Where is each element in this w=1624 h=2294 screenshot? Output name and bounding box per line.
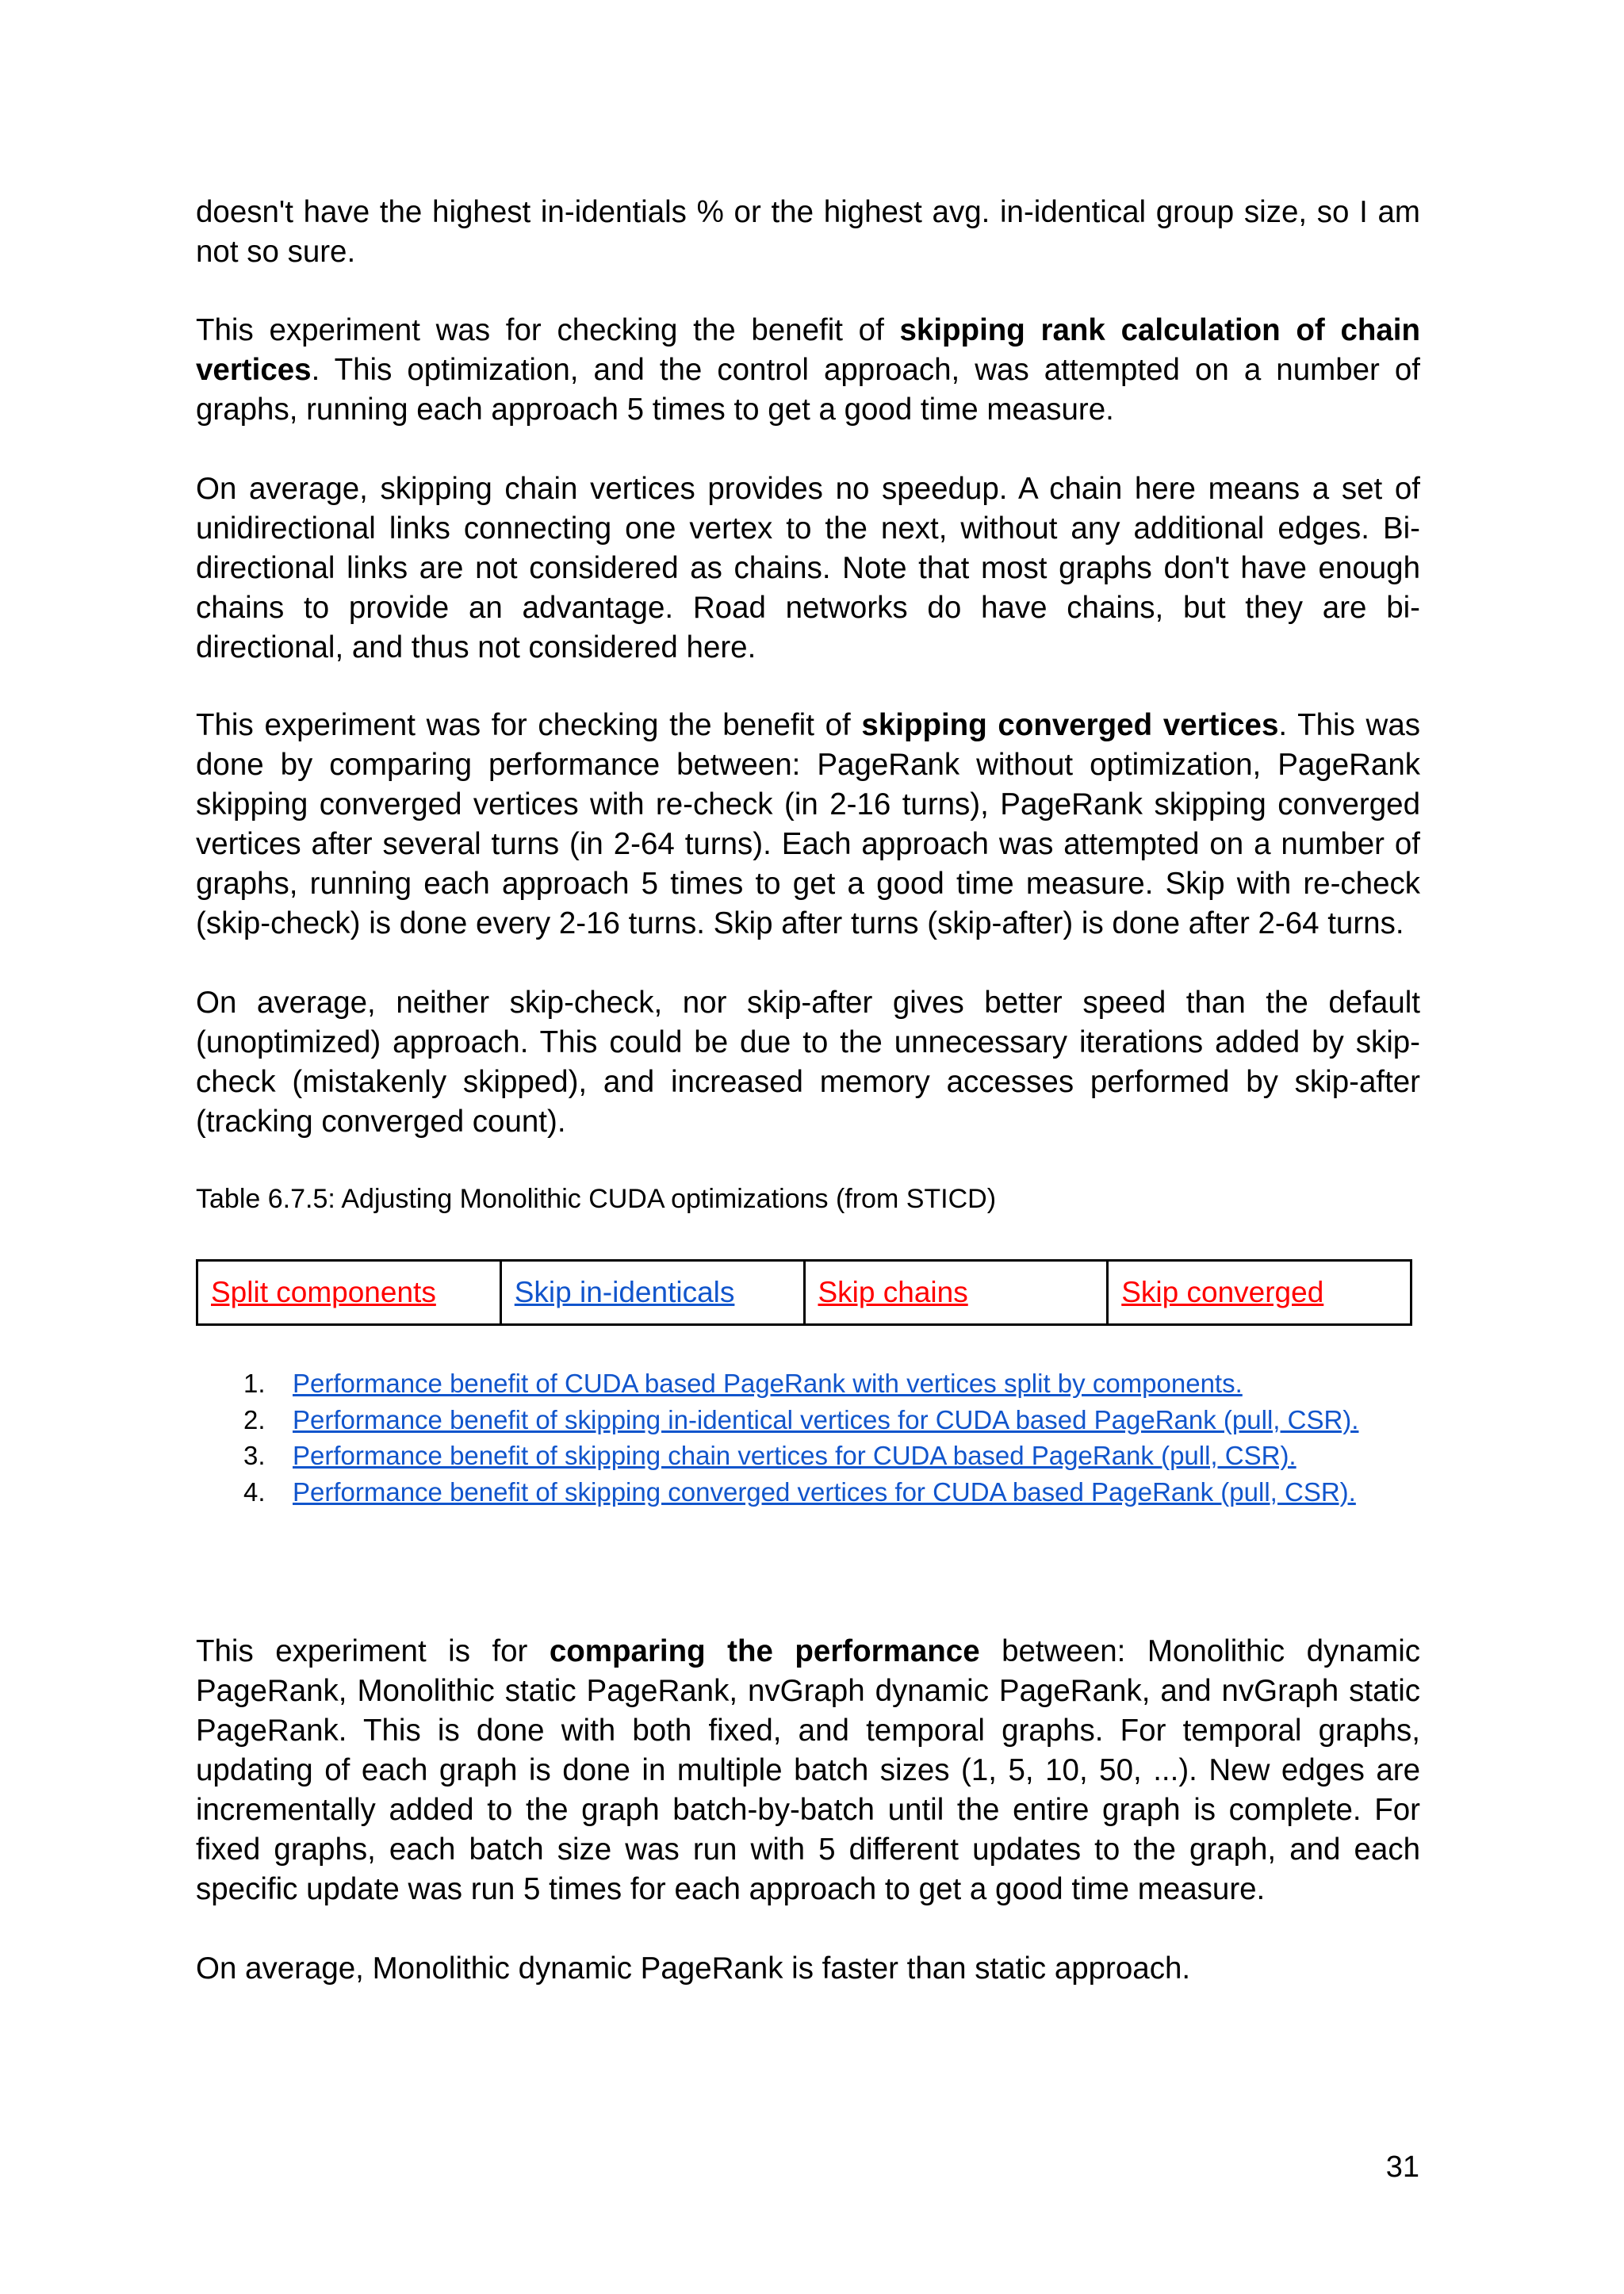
optimizations-table [196,1259,1412,1326]
bold-text: skipping rank calculation of chain vertices [196,313,1421,387]
split-components-link[interactable]: Split components [211,1276,436,1308]
list-item [243,1474,1358,1511]
paragraph-performance-result: On average, Monolithic dynamic PageRank is faster than static approach. [196,1951,1191,1986]
reference-link[interactable]: Performance benefit of skipping chain vertices for CUDA based PageRank (pull, CSR). [293,1441,1297,1470]
reference-link[interactable]: Performance benefit of skipping converged vertices for CUDA based PageRank (pull, CSR). [293,1476,1356,1507]
skip-in-identicals-link[interactable]: Skip in-identicals [514,1276,735,1308]
text: between: Monolithic dynamic PageRank, Monolithic static PageRank, nvGraph dynamic PageRank, and nvGraph static PageRank. This is done with both fixed, and temporal graphs. For temporal graphs, updating of each graph is done in multiple batch sizes (1, 5, 10, 50, ...). New edges are incrementally added to the graph batch-by-batch until the entire graph is complete. For fixed graphs, each batch size was run with 5 different updates to the graph, and each specific update was run 5 times for each approach to get a good time measure. [196,1634,1421,1906]
text: . This optimization, and the control approach, was attempted on a number of graphs, running each approach 5 times to get a good time measure. [196,353,1420,427]
table-cell [197,1261,501,1325]
page-number: 31 [1385,2150,1419,2184]
text: This experiment was for checking the benefit of [196,313,900,347]
paragraph-converged-result: On average, neither skip-check, nor skip-after gives better speed than the default (unoptimized) approach. This could be due to the unnecessary iterations added by skip-check (mistakenly skipped), and increased memory accesses performed by skip-after (tracking converged count). [196,986,1420,1139]
reference-link-list [243,1365,1358,1510]
table-cell [500,1261,804,1325]
text: This experiment is for [196,1634,550,1668]
list-item [243,1438,1358,1474]
list-number: 2. [243,1404,266,1434]
table-cell [1108,1261,1411,1325]
text: This experiment was for checking the benefit of [196,708,862,742]
bold-text: comparing the performance [549,1634,980,1668]
table-cell [804,1261,1108,1325]
list-number: 1. [243,1369,266,1398]
skip-converged-link[interactable]: Skip converged [1121,1276,1324,1308]
list-item [243,1402,1358,1438]
paragraph-converged-experiment [196,706,1420,944]
paragraph-chain-result: On average, skipping chain vertices provides no speedup. A chain here means a set of unidirectional links connecting one vertex to the next, without any additional edges. Bi-directional links are not considered as chains. Note that most graphs don't have enough chains to provide an advantage. Road networks do have chains, but they are bi-directional, and thus not considered here. [196,472,1420,664]
table-caption: Table 6.7.5: Adjusting Monolithic CUDA optimizations (from STICD) [196,1184,997,1214]
list-item [243,1365,1358,1402]
skip-chains-link[interactable]: Skip chains [818,1276,968,1308]
reference-link[interactable]: Performance benefit of skipping in-identical vertices for CUDA based PageRank (pull, CSR). [293,1404,1359,1434]
paragraph-intro: doesn't have the highest in-identials % or the highest avg. in-identical group size, so I am not so sure. [196,195,1420,269]
paragraph-chain-experiment [196,311,1420,430]
table-row [197,1261,1411,1325]
list-number: 4. [243,1476,266,1507]
reference-link[interactable]: Performance benefit of CUDA based PageRank with vertices split by components. [293,1369,1243,1398]
bold-text: skipping converged vertices [861,708,1279,742]
paragraph-performance-comparison [196,1632,1420,1909]
list-number: 3. [243,1441,266,1470]
text: . This was done by comparing performance between: PageRank without optimization, PageRank skipping converged vertices with re-check (in 2-16 turns), PageRank skipping converged vertices after several turns (in 2-64 turns). Each approach was attempted on a number of graphs, running each approach 5 times to get a good time measure. Skip with re-check (skip-check) is done every 2-16 turns. Skip after turns (skip-after) is done after 2-64 turns. [196,708,1421,940]
